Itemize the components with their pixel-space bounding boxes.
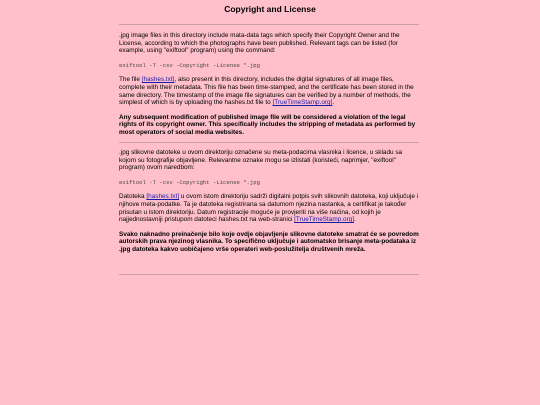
english-intro: .jpg image files in this directory include mata-data tags which specify their Copyright Owner and the License, according to which the photographs have been published. Relevant tags can be listed (for example, using "exiftool" program) using the command: <box>119 32 400 55</box>
english-warning: Any subsequent modification of published image file will be considered a violation of the legal rights of its copyright owner. This specifically includes the stripping of metadata as performed by most operators of social media websites. <box>119 113 416 136</box>
croatian-section <box>119 149 419 254</box>
croatian-file-pre: Datoteka <box>119 193 147 201</box>
hashes-link[interactable]: [hashes.txt] <box>141 76 175 84</box>
page-title: Copyright and License <box>224 4 316 14</box>
english-command: exiftool -T -csv -Copyright -License *.jpg <box>119 61 260 69</box>
english-section <box>119 32 419 137</box>
croatian-file-post: u ovom istom direktoriju sadrži digitalni potpis svih slikovnih datoteka, koji uključuje i njihove meta-podatke. Ta je datoteka registrirana sa datumom njezina nastanka, a certifikat je također prisutan u istom direktoriju. Datum registracije moguće je provjeriti na više načina, od kojih je najjednostavniji pristupom datoteci hashes.txt na web-stranici <box>119 193 419 224</box>
divider-bottom <box>119 274 419 275</box>
truetimestamp-link[interactable]: [TrueTimeStamp.org] <box>272 99 333 107</box>
croatian-tsa-post: . <box>354 216 356 224</box>
english-file-pre: The file <box>119 76 142 84</box>
croatian-warning: Svako naknadno preinačenje bilo koje ovdje objavljenje slikovne datoteke smatrat će se povredom autorskih prava njezinog vlasnika. To specifično uključuje i automatsko brisanje meta-podataka iz .jpg datoteka kakvo uobičajeno vrše operateri web-poslužitelja društvenih mreža. <box>119 230 419 253</box>
english-signature-paragraph <box>119 76 419 106</box>
divider-top <box>119 24 419 25</box>
english-tsa-post: . <box>332 99 335 107</box>
divider-middle <box>119 142 419 143</box>
hashes-link-hr[interactable]: [hashes.txt] <box>146 193 180 201</box>
truetimestamp-link-hr[interactable]: [TrueTimeStamp.org] <box>294 216 355 224</box>
english-file-post: , also present in this directory, includes the digital signatures of all image files, complete with their metadata. This file has been time-stamped, and the certificate has been stored in the same directory. The timestamp of the image file signatures can be verified by a number of methods, the simplest of which is by uploading the hashes.txt file to <box>119 76 414 107</box>
croatian-command: exiftool -T -csv -Copyright -License *.jpg <box>119 178 260 186</box>
croatian-signature-paragraph <box>119 193 419 223</box>
croatian-intro: .jpg slikovne datoteke u ovom direktoriju označene su meta-podacima vlasnika i licence, u skladu sa kojom su fotografije objavljene. Relevantne oznake mogu se izlistati (koristeći, naprimjer, "exiftool" program) ovom naredbom: <box>119 149 403 172</box>
